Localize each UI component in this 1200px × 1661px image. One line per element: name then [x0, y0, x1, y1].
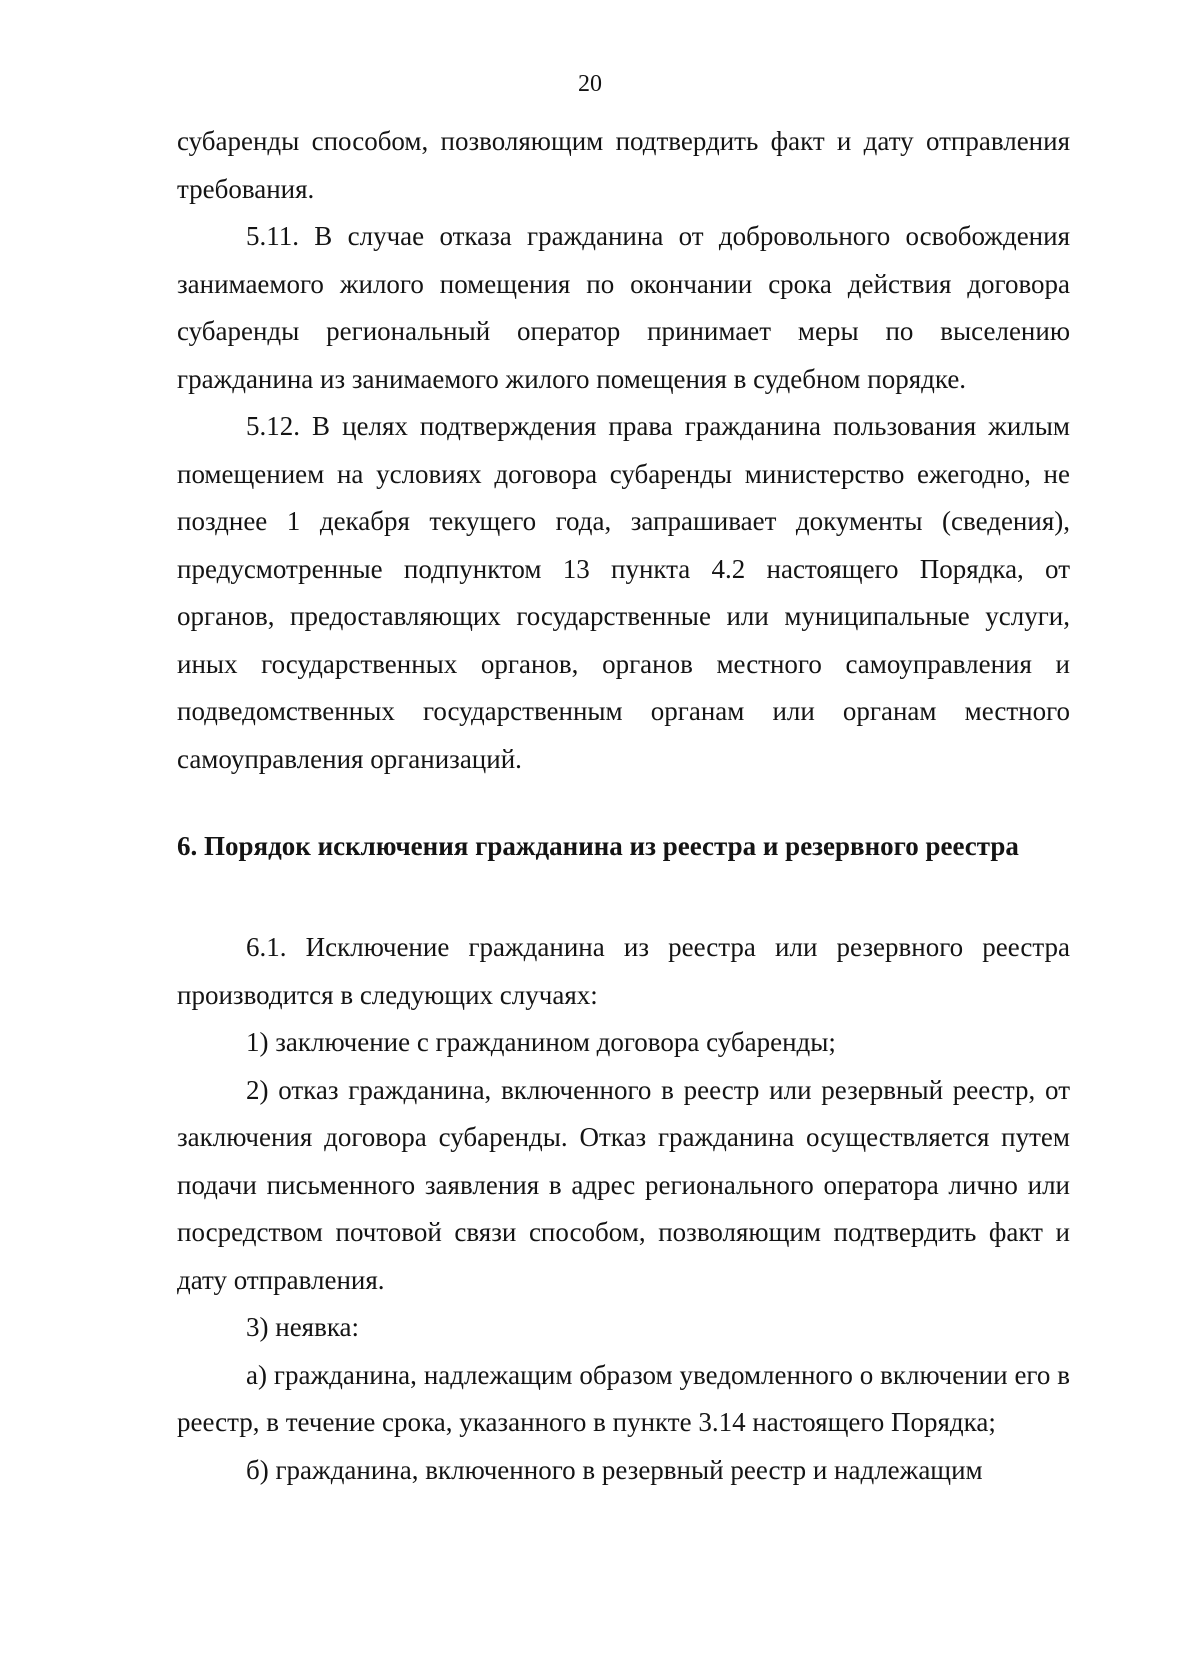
sub-item-a: а) гражданина, надлежащим образом уведомленного о включении его в реестр, в течение срока, указанного в пункте 3.14 настоящего Порядка; — [177, 1359, 1070, 1437]
paragraph-5-11: 5.11. В случае отказа гражданина от добровольного освобождения занимаемого жилого помещения по окончании срока действия договора субаренды региональный оператор принимает меры по выселению гражданина из занимаемого жилого помещения в судебном порядке. — [177, 221, 1070, 394]
paragraph-continuation: субаренды способом, позволяющим подтвердить факт и дату отправления требования. — [177, 126, 1070, 204]
sub-item-b: б) гражданина, включенного в резервный реестр и надлежащим — [246, 1454, 983, 1485]
list-item-1: 1) заключение с гражданином договора субаренды; — [246, 1027, 836, 1057]
body-text-block — [177, 118, 1070, 783]
paragraph-5-12: 5.12. В целях подтверждения права гражданина пользования жилым помещением на условиях договора субаренды министерство ежегодно, не позднее 1 декабря текущего года, запрашивает документы (сведения), предусмотренные подпунктом 13 пункта 4.2 настоящего Порядка, от органов, предоставляющих государственные или муниципальные услуги, иных государственных органов, органов местного самоуправления и подведомственных государственным органам или органам местного самоуправления организаций. — [177, 411, 1070, 774]
section-6-text-block — [177, 924, 1070, 1494]
paragraph-6-1: 6.1. Исключение гражданина из реестра или резервного реестра производится в следующих случаях: — [177, 932, 1070, 1010]
list-item-3: 3) неявка: — [246, 1312, 360, 1342]
list-item-2: 2) отказ гражданина, включенного в реестр или резервный реестр, от заключения договора субаренды. Отказ гражданина осуществляется путем подачи письменного заявления в адрес регионального оператора лично или посредством почтовой связи способом, позволяющим подтвердить факт и дату отправления. — [177, 1074, 1070, 1295]
page-number: 20 — [578, 71, 602, 97]
section-heading: 6. Порядок исключения гражданина из реестра и резервного реестра — [177, 831, 1019, 861]
